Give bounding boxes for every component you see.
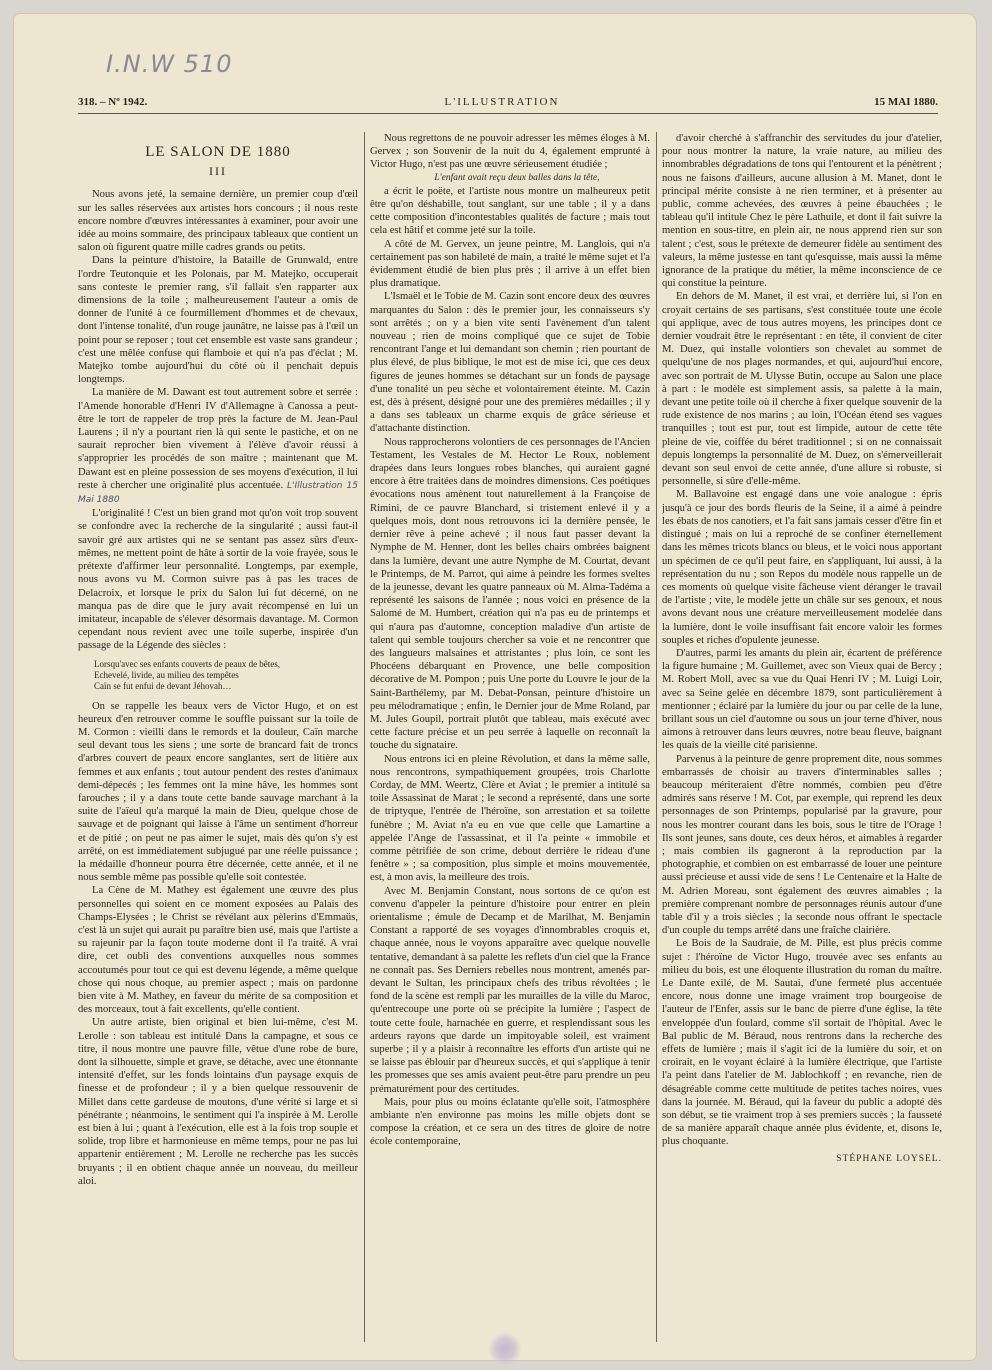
paragraph: Le Bois de la Saudraie, de M. Pille, est plus précis comme sujet : l'héroïne de Victor Hugo, trouvée avec ses enfants au milieu du bois, est une éloquente illustration du roman du maître. Le Dante exilé, de M. Sautai, d'une fermeté plus accentuée encore, nous donne une image vraiment trop bourgeoise de l'auteur de l'Enfer, assis sur le banc de pierre d'une église, la tête enveloppée d'un foulard, comme s'il sortait de l'hôpital. Avec le Bal public de M. Béraud, nous rentrons dans la recherche des effets de lumière ; mais il s'agit ici de la lumière du soir, et on croirait, en le voyant éclairé à la lumière électrique, que l'artiste l'a peint dans l'atelier de M. Jablochkoff ; en revanche, rien de désagréable comme cette multitude de petites taches noires, vues dans la journée. M. Béraud, qui la faveur du public a adopté dès son début, se tie vraiment trop à ses premiers succès ; la fausseté de sa manière apparaît chaque année plus évidente, et, disons le, plus choquante. [662,938,942,1148]
paragraph-text: La manière de M. Dawant est tout autrement sobre et serrée : l'Amende honorable d'Henri IV d'Allemagne à Canossa a peut-être le tort de rappeler de trop près la facture de M. Jean-Paul Laurens ; il n'y a pourtant rien là qui sente le pastiche, et on ne saurait reprocher bien vivement à l'élève d'avoir réussi à s'approprier les procédés de son maître ; maintenant que M. Dawant est en pleine possession de ses moyens d'exécution, il lui reste à chercher une originalité plus accentuée. [78,387,358,491]
paragraph: Nous entrons ici en pleine Révolution, et dans la même salle, nous rencontrons, sympathiquement groupées, trois Charlotte Corday, de MM. Weertz, Clère et Aviat ; le premier a intitulé sa toile Assassinat de Marat ; le second a représenté, dans une sorte de triptyque, l'entrée de l'héroïne, son arrestation et sa toilette funèbre ; M. Aviat n'a eu en vue que celle que Lamartine a appelée l'Ange de l'assassinat, et il l'a peinte « immobile et comme pétrifiée de son crime, debout derrière le rideau d'une fenêtre » ; sa composition, plus simple et moins mouvementée, est, à mon avis, la meilleure des trois. [370,753,650,884]
paragraph: Nous rapprocherons volontiers de ces personnages de l'Ancien Testament, les Vestales de M. Hector Le Roux, noblement drapées dans leurs longues robes blanches, qui auraient gagné encore à être traitées dans de moindres dimensions. Ces poétiques évocations nous amènent tout naturellement à la Françoise de Rimini, de ce pauvre Blanchard, si tristement enlevé il y a quelques mois, dont nous retrouvons ici la dernière pensée, le dernier rêve à peine achevé ; il nous faut passer devant la Nymphe de M. Henner, dont les belles chairs ombrées baignent dans la lumière, devant une autre Nymphe de M. Courtat, devant le Printemps, de M. Parrot, qui aime à peindre les formes sveltes de la jeunesse, devant les quatre panneaux où M. Alma-Tadéma a représenté les saisons de l'année ; nous voici en présence de la Salomé de M. Humbert, création qui n'a pas eu de printemps et qui n'aura pas d'automne, conception maladive d'un artiste de talent qui semble toujours chercher sa voie et ne rencontrer que des langueurs malsaines et attristantes ; plus loin, ce sont les Phocéens débarquant en Provence, une belle composition décorative de M. Pompon ; puis Une porte du Louvre le jour de la Saint-Barthélemy, par M. Debat-Ponsan, peinture d'histoire un peu mélodramatique ; enfin, le Dernier jour de Mme Roland, par M. Jules Goupil, portrait plutôt que tableau, mais exécuté avec cette facture précise et un peu serrée à laquelle on reconnaît la touche du signataire. [370,436,650,752]
header-rule [78,113,938,114]
column-2 [370,132,650,1350]
verse-line: Echevelé, livide, au milieu des tempêtes [94,669,239,680]
verse-line: Caïn se fut enfui de devant Jéhovah… [94,680,232,691]
article-title: LE SALON DE 1880 [145,144,291,160]
paragraph: Parvenus à la peinture de genre proprement dite, nous sommes embarrassés de choisir au travers d'interminables salles ; beaucoup mériteraient d'être nommés, combien peu d'être admirés sans réserve ! M. Cot, par exemple, qui reprend les deux personnages de son Printemps, popularisé par la gravure, pour nous les montrer courant dans les bois, sous le titre de l'Orage ! Ils sont jeunes, sans doute, ces deux héros, et aimables à regarder ; mais combien ils gagneront à la reproduction par la photographie, et combien on est embarrassé de louer une peinture aussi précieuse et aussi vide de sens ! Le Centenaire et la Halte de M. Adrien Moreau, sont également des œuvres aimables ; la première comprenant nombre de personnages réunis autour d'une table d'il y a trois siècles ; la seconde nous offrant le spectacle d'un couple du temps arrêté dans une fraîche clairière. [662,753,942,937]
paragraph: Nous regrettons de ne pouvoir adresser les mêmes éloges à M. Gervex ; son Souvenir de la nuit du 4, également emprunté à Victor Hugo, n'est pas une œuvre sérieusement étudiée ; [370,133,650,171]
paragraph: a écrit le poëte, et l'artiste nous montre un malheureux petit être qu'on déshabille, tout sanglant, sur une table ; il y a dans cette composition d'incontestables qualités de facture ; mais tout cela est hâtif et comme jeté sur la toile. [370,185,650,237]
issue-date: 15 MAI 1880. [874,96,938,108]
paragraph [78,386,358,507]
paragraph: Avec M. Benjamin Constant, nous sortons de ce qu'on est convenu d'appeler la peinture d'histoire pour entrer en plein orientalisme ; émule de Decamp et de Marilhat, M. Benjamin Constant a rapporté de ses voyages d'innombrables croquis et, chaque année, nous le voyons apparaître avec quelque nouvelle tentative, demandant à sa palette les reflets d'un ciel que la France ne connaît pas. Ses Derniers rebelles nous montrent, amenés par-devant le Sultan, les principaux chefs des tribus révoltées ; le fond de la scène est rempli par les murailles de la ville du Maroc, qu'entrecoupe une porte où se précipite la lumière ; l'aspect de toute cette foule, harnachée en guerre, et resplendissant sous les ardeurs rayons que darde un impitoyable soleil, est vraiment superbe ; il y a plaisir à reconnaître les efforts d'un artiste qui ne se laisse pas éblouir par d'heureux succès, et qui s'applique à tenir les promesses que ses amis avaient peut-être paru prendre un peu prématurément pour des certitudes. [370,885,650,1095]
paragraph: En dehors de M. Manet, il est vrai, et derrière lui, si l'on en croyait certains de ses partisans, s'est constituée toute une école qui applique, avec de tous autres moyens, les principes dont ce dernier voudrait être le représentant : en tête, il convient de citer M. Duez, qui installe volontiers son chevalet au sommet de quelqu'une de nos plages normandes, et qui, aujourd'hui encore, avec son portrait de M. Ulysse Butin, occupe au Salon une place à part : le modèle est simplement assis, sa palette à la main, devant une petite toile où il cherche à fixer quelque souvenir de la rude existence de nos marins ; au loin, l'Océan étend ses vagues tranquilles ; tout est pur, tout est limpide, autour de cette tête pleine de vie, coiffée du béret traditionnel ; si on ne connaissait depuis longtemps la personnalité de M. Duez, on s'émerveillerait devant son seul envoi de cette année, d'une allure si robuste, si personnelle, si sûre d'elle-même. [662,291,942,488]
paragraph: M. Ballavoine est engagé dans une voie analogue : épris jusqu'à ce jour des bords fleuris de la Seine, il a aimé à peindre les ébats de nos canotiers, et l'a fait sans jamais cesser d'être fin et distingué ; mais on lui a reproché de se confiner éternellement dans les mêmes tricots blancs ou bleus, et le voici nous apportant un spécimen de ce qu'il peut faire, en s'appliquant, lui aussi, à la représentation du nu ; son Repos du modèle nous rappelle un de ces moments où quelque visite fâcheuse vient déranger le travail de l'artiste ; vite, le modèle jette un châle sur ses genoux, et nous avons devant nous une créature merveilleusement modelée dans la lumière, dont le voile insuffisant fait encore valoir les formes souples et riches d'opulente jeunesse. [662,489,942,646]
verse-quote [94,659,358,692]
page-number: 318. – Nº 1942. [78,96,148,108]
paragraph: L'Ismaël et le Tobie de M. Cazin sont encore deux des œuvres marquantes du Salon : dès le premier jour, les connaisseurs s'y sont arrêtés ; on y a bien vite senti l'avènement d'un talent nouveau ; rien de moins compliqué que ce sujet de Tobie rencontrant l'ange et lui demandant son chemin ; rien pourtant de plus élevé, de plus biblique, le mot est de mise ici, que ces deux figures de jeunes hommes se détachant sur un fonds de paysage d'une tonalité un peu sèche et volontairement éteinte. M. Cazin est, dès à présent, désigné pour une des premières médailles ; il y a dans ses tableaux un charme exquis de grâce sérieuse et d'attachante distinction. [370,291,650,435]
paragraph: d'avoir cherché à s'affranchir des servitudes du jour d'atelier, pour nous montrer la nature, la vraie nature, au milieu des innombrables dégradations de tons qui l'entourent et la pénètrent ; nous ne faisons d'ailleurs, aucune allusion à M. Manet, dont le principal mérite consiste à ne rien terminer, et à présenter au public, comme achevées, des œuvres à peine ébauchées ; le tableau qu'il intitule Chez le père Lathuile, et dont il fait suivre la mention en sous-titre, en plein air, ne nous apprend rien sur son talent ; c'est, sous le prétexte de demeurer fidèle au sentiment des valeurs, la même justesse en tant qu'esquisse, mais aussi la même ignorance de la pratique du métier, la même inconscience de ce qui constitue la peinture. [662,133,942,290]
handwritten-annotation: L'Illustration 15 Mai 1880 [78,480,358,506]
inline-quote: L'enfant avait reçu deux balles dans la tête, [434,172,600,183]
newspaper-page [14,14,976,1360]
paragraph: Dans la peinture d'histoire, la Bataille de Grunwald, entre l'ordre Teutonquie et les Polonais, par M. Matejko, occuperait sans conteste le premier rang, s'il fallait s'en rapparter aux dimensions de la toile ; malheureusement l'auteur a omis de donner de l'unité à ce fourmillement d'hommes et de chevaux, dont l'intense tonalité, d'un rouge jaunâtre, ne laisse pas à l'œil un point pour se reposer ; tout cet ensemble est vaste sans grandeur ; c'est une mêlée confuse qui flamboie et qui n'a pas d'éclat ; M. Matejko tombe aujourd'hui du côté où il penchait depuis longtemps. [78,255,358,386]
paragraph: Nous avons jeté, la semaine dernière, un premier coup d'œil sur les salles réservées aux artistes hors concours ; il nous reste encore nombre d'œuvres intéressantes à examiner, pour avoir une idée au moins sommaire, des principaux tableaux que contient un salon où figurent quatre mille cadres grands ou petits. [78,189,358,254]
author-signature: STÉPHANE LOYSEL. [836,1153,942,1164]
paragraph: A côté de M. Gervex, un jeune peintre, M. Langlois, qui n'a certainement pas son habileté de main, a traité le même sujet et l'a évidemment étudié de bien plus près ; il arrive à un effet bien plus dramatique. [370,238,650,290]
running-header [66,96,938,112]
paragraph: L'originalité ! C'est un bien grand mot qu'on voit trop souvent se confondre avec la recherche de la singularité ; aussi faut-il savoir gré aux artistes qui ne se sentant pas assez sûrs d'eux-mêmes, ne mettent point de hâte à sortir de la voie frayée, sous le prétexte d'affirmer leur personnalité. Longtemps, par exemple, nous avons vu M. Cormon suivre pas à pas les traces de Delacroix, et lorsque le prix du Salon lui fut décerné, on ne manqua pas de dire que le jury avait récompensé en lui un imitateur, incapable de s'élever désormais davantage. M. Cormon cependant nous revient avec une toile superbe, inspirée d'un passage de la Légende des siècles : [78,508,358,652]
paragraph: La Cène de M. Mathey est également une œuvre des plus personnelles qui soient en ce moment exposées au Palais des Champs-Elysées ; le Christ se révélant aux pèlerins d'Emmaüs, c'est là un sujet qui aurait pu paraître bien usé, mais que l'artiste a su rajeunir par la façon toute moderne dont il l'a traité. A vrai dire, cet oubli des conventions auxquelles nous sommes accoutumés pour tout ce qui est devenu légende, a même quelque chose qui nous choque, au premier aspect ; mais on pardonne bien vite à M. Mathey, en faveur du mérite de sa composition et des morceaux, tout à fait excellents, qu'elle contient. [78,885,358,1016]
column-3 [662,132,942,1350]
paper-stain [488,1332,522,1366]
verse-line: Lorsqu'avec ses enfants couverts de peaux de bêtes, [94,658,281,669]
article-section: III [209,164,227,179]
paragraph: Un autre artiste, bien original et bien lui-même, c'est M. Lerolle : son tableau est intitulé Dans la campagne, et sous ce titre, il nous montre une pauvre fille, vêtue d'une robe de bure, dont la silhouette, simple et grave, se détache, avec une étonnante intensité d'effet, sur les fonds lointains d'un paysage exquis de finesse et de profondeur ; il y a bien quelque ressouvenir de Millet dans cette gardeuse de moutons, d'une vérité si large et si pénétrante ; néanmoins, le sentiment qui l'a inspirée à M. Lerolle est bien à lui ; quant à l'exécution, elle est à la fois trop souple et solide, trop libre et harmonieuse en même temps, pour ne pas lui appartenir entièrement ; M. Lerolle ne recherche pas les succès bruyants ; il en obtient chaque année un nouveau, du meilleur aloi. [78,1017,358,1187]
column-divider [364,132,365,1342]
paragraph: D'autres, parmi les amants du plein air, écartent de préférence la figure humaine ; M. Guillemet, avec son Vieux quai de Bercy ; M. Robert Moll, avec sa vue du Quai Henri IV ; M. Luigi Loir, avec sa Seine gelée en décembre 1879, sont particulièrement à mentionner ; éclairé par la lumière du jour ou par celle de la lune, brillant sous un ciel d'automne ou sous un jour terne d'hiver, nous aimons à retrouver dans leurs œuvres, notre beau fleuve, baignant les quais de la vieille cité parisienne. [662,647,942,752]
column-1 [78,132,358,1350]
paragraph: Mais, pour plus ou moins éclatante qu'elle soit, l'atmosphère ambiante n'en environne pas moins les mille objets dont se compose la création, et ce sera un des titres de gloire de notre école contemporaine, [370,1096,650,1148]
paragraph: On se rappelle les beaux vers de Victor Hugo, et on est heureux d'en retrouver comme le souffle puissant sur la toile de M. Cormon : vieilli dans le remords et la douleur, Caïn marche seul devant tous les siens ; une sorte de brancard fait de troncs d'arbres couvert de peaux encore sanglantes, sert de litière aux femmes et aux enfants ; tout autour pendent des restes d'animaux demi-dépecés ; les femmes ont la mine hâve, les hommes sont farouches ; il y a dans toute cette bande sauvage marchant à la suite de l'aïeul qu'a marqué la main de Dieu, quelque chose de sauvage et de poignant qui laisse à l'âme un sentiment d'horreur et de pitié ; on peut ne pas aimer le sujet, mais dès qu'on s'y est arrêté, on est immédiatement subjugué par une réelle puissance ; la médaille d'honneur pourra être décernée, cette année, et il ne nous semble même pas possible qu'elle soit contestée. [78,700,358,884]
column-divider [656,132,657,1342]
publication-title: L'ILLUSTRATION [444,96,560,108]
handwritten-catalog-note: I.N.W 510 [106,50,233,78]
